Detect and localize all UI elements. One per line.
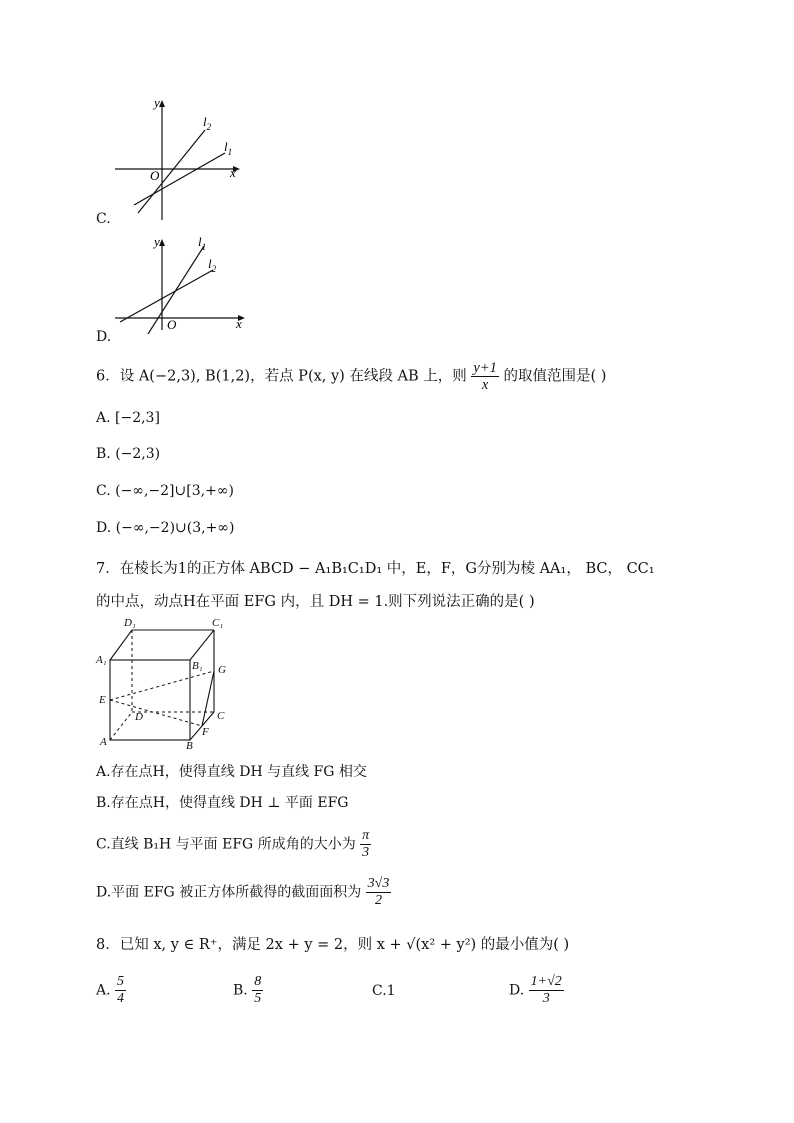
label-b1: B₁	[192, 660, 203, 672]
q7-option-c	[96, 828, 371, 861]
edge-a1d1	[110, 630, 132, 660]
q6-option-b: B. (−2,3)	[96, 446, 161, 462]
label-d: D	[135, 711, 143, 723]
label-c: C	[217, 710, 225, 722]
q6-text: 6．设 A(−2,3), B(1,2)，若点 P(x, y) 在线段 AB 上，则	[96, 368, 467, 385]
q6-option-c: C. (−∞,−2]∪[3,+∞)	[96, 483, 234, 499]
origin-label: O	[150, 168, 160, 183]
x-label: x	[236, 316, 242, 331]
q6-frac-num: y+1	[473, 360, 497, 376]
graph-d	[110, 234, 255, 334]
y-label: y	[154, 234, 160, 249]
q6-option-d: D. (−∞,−2)∪(3,+∞)	[96, 520, 235, 536]
l2-label: $l_2$	[203, 114, 212, 132]
q6-frac-den: x	[481, 377, 489, 393]
line-l2	[120, 270, 213, 322]
y-axis-arrow-icon	[159, 100, 165, 107]
q7-option-c-fraction	[360, 828, 371, 861]
q7-option-d	[96, 876, 391, 909]
graph-c	[110, 95, 250, 225]
edge-b1c1	[190, 630, 214, 660]
q6-fraction	[471, 360, 498, 393]
q6-option-a: A. [−2,3]	[96, 410, 160, 426]
q7-option-a: A.存在点H，使得直线 DH 与直线 FG 相交	[96, 764, 367, 780]
y-axis-arrow-icon	[159, 239, 165, 246]
segment-fg	[202, 671, 214, 726]
q7-option-d-text: D.平面 EFG 被正方体所截得的截面面积为	[96, 884, 362, 901]
l2-label: $l_2$	[208, 256, 217, 274]
l1-label: $l_1$	[224, 139, 233, 157]
label-e: E	[99, 694, 106, 706]
question-6	[96, 360, 606, 393]
q7-option-c-text: C.直线 B₁H 与平面 EFG 所成角的大小为	[96, 836, 356, 853]
q6-tail: 的取值范围是( )	[503, 368, 607, 385]
label-a1: A₁	[96, 654, 107, 666]
x-label: x	[230, 165, 236, 180]
cube-figure	[94, 615, 244, 750]
y-label: y	[154, 95, 160, 110]
q7-option-d-fraction	[366, 876, 392, 909]
q7-d-den: 2	[375, 893, 382, 908]
graph-c-label: C.	[96, 211, 111, 227]
hidden-eg	[110, 671, 214, 700]
label-c1: C₁	[212, 617, 224, 629]
label-g: G	[218, 664, 226, 676]
q7-d-num: 3√3	[367, 876, 390, 891]
q7-option-b: B.存在点H，使得直线 DH ⊥ 平面 EFG	[96, 795, 349, 811]
label-a: A	[100, 736, 107, 748]
cube-front-face	[110, 660, 190, 740]
q7-line2: 的中点，动点H在平面 EFG 内，且 DH = 1.则下列说法正确的是( )	[96, 594, 535, 610]
q8-option-d: D. $\frac{1+√2}{3}$	[509, 974, 562, 1006]
label-b: B	[186, 740, 193, 750]
label-f: F	[202, 726, 209, 738]
q8-option-a: A. $\frac{5}{4}$	[96, 974, 125, 1006]
line-l2	[138, 130, 205, 213]
l1-label: $l_1$	[198, 234, 207, 252]
q8-text: 8．已知 x, y ∈ R⁺，满足 2x + y = 2，则 x + √(x² + y²) 的最小值为( )	[96, 937, 570, 953]
graph-d-label: D.	[96, 329, 112, 345]
q8-option-b: B. $\frac{8}{5}$	[233, 974, 262, 1006]
label-d1: D₁	[124, 617, 136, 629]
q7-line1: 7．在棱长为1的正方体 ABCD − A₁B₁C₁D₁ 中，E，F，G分别为棱 AA₁， BC， CC₁	[96, 561, 655, 577]
hidden-edge-ad	[110, 712, 132, 740]
q7-c-num: π	[362, 828, 370, 843]
hidden-ef	[110, 700, 202, 726]
q8-option-c: C.1	[372, 983, 396, 999]
q7-c-den: 3	[362, 845, 370, 860]
origin-label: O	[167, 317, 177, 332]
